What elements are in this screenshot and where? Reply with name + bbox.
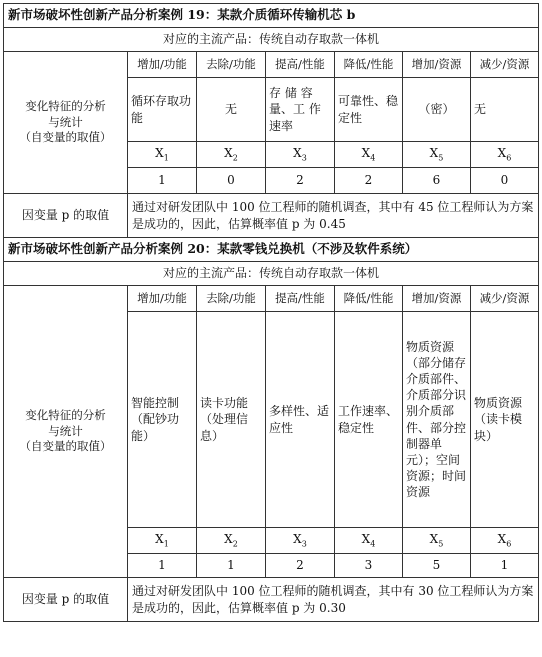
variable-subscript: 3 (301, 153, 307, 163)
column-header: 去除/功能 (197, 286, 266, 312)
main-product: 对应的主流产品：传统自动存取款一体机 (4, 262, 539, 286)
feature-cell: 读卡功能（处理信息） (197, 312, 266, 528)
variable-value: 5 (403, 554, 471, 578)
feature-cell: 物质资源（读卡模块） (471, 312, 539, 528)
variable-cell (197, 528, 266, 554)
column-header: 增加/资源 (403, 52, 471, 78)
column-header: 增加/资源 (403, 286, 471, 312)
variable-cell (403, 142, 471, 168)
variable-name: X (429, 531, 439, 546)
variable-subscript: 1 (163, 153, 169, 163)
variable-name: X (293, 531, 302, 546)
case-title: 新市场破坏性创新产品分析案例 20：某款零钱兑换机（不涉及软件系统） (4, 238, 539, 262)
feature-cell: 可靠性、稳定性 (335, 78, 403, 142)
column-header: 减少/资源 (471, 286, 539, 312)
feature-label-line: 变化特征的分析 (25, 99, 106, 114)
variable-subscript: 5 (438, 539, 444, 549)
feature-label-line: （自变量的取值） (19, 130, 112, 145)
column-header: 去除/功能 (197, 52, 266, 78)
variable-name: X (497, 145, 507, 160)
feature-cell: 工作速率、稳定性 (335, 312, 403, 528)
variable-name: X (293, 145, 302, 160)
column-header: 提高/性能 (266, 52, 335, 78)
column-header: 提高/性能 (266, 286, 335, 312)
dependent-label: 因变量 p 的取值 (4, 578, 128, 622)
feature-cell: 无 (471, 78, 539, 142)
variable-subscript: 1 (163, 539, 169, 549)
column-header: 降低/性能 (335, 52, 403, 78)
feature-label-line: （自变量的取值） (19, 439, 112, 454)
feature-label-line: 与统计 (48, 423, 83, 438)
variable-cell (197, 142, 266, 168)
feature-cell: （密） (403, 78, 471, 142)
variable-subscript: 3 (301, 539, 307, 549)
variable-cell (128, 528, 197, 554)
feature-label (4, 52, 128, 194)
main-product: 对应的主流产品：传统自动存取款一体机 (4, 28, 539, 52)
variable-name: X (429, 145, 439, 160)
dependent-value-text: 通过对研发团队中 100 位工程师的随机调查，其中有 30 位工程师认为方案是成功的，因此，估算概率值 p 为 0.30 (128, 578, 539, 622)
variable-name: X (155, 145, 164, 160)
variable-value: 6 (403, 168, 471, 194)
variable-cell (335, 142, 403, 168)
variable-subscript: 4 (370, 539, 376, 549)
variable-value: 1 (128, 168, 197, 194)
variable-name: X (361, 145, 371, 160)
variable-cell (128, 142, 197, 168)
column-header: 增加/功能 (128, 52, 197, 78)
variable-cell (471, 528, 539, 554)
variable-name: X (224, 531, 233, 546)
variable-cell (403, 528, 471, 554)
variable-value: 1 (128, 554, 197, 578)
variable-name: X (497, 531, 507, 546)
feature-cell: 多样性、适应性 (266, 312, 335, 528)
feature-cell: 物质资源（部分储存介质部件、介质部分识别介质部件、部分控制器单元）；空间资源；时间资源 (403, 312, 471, 528)
variable-value: 2 (266, 554, 335, 578)
variable-name: X (224, 145, 233, 160)
column-header: 增加/功能 (128, 286, 197, 312)
variable-value: 2 (266, 168, 335, 194)
feature-cell: 智能控制（配钞功能） (128, 312, 197, 528)
case-title: 新市场破坏性创新产品分析案例 19：某款介质循环传输机芯 b (4, 4, 539, 28)
analysis-table (3, 3, 539, 622)
variable-name: X (155, 531, 164, 546)
column-header: 减少/资源 (471, 52, 539, 78)
variable-value: 1 (197, 554, 266, 578)
feature-label (4, 286, 128, 578)
variable-value: 0 (197, 168, 266, 194)
variable-value: 3 (335, 554, 403, 578)
feature-label-line: 变化特征的分析 (25, 408, 106, 423)
variable-subscript: 6 (506, 153, 512, 163)
dependent-label: 因变量 p 的取值 (4, 194, 128, 238)
feature-label-line: 与统计 (48, 114, 83, 129)
dependent-value-text: 通过对研发团队中 100 位工程师的随机调查，其中有 45 位工程师认为方案是成功的，因此，估算概率值 p 为 0.45 (128, 194, 539, 238)
variable-cell (335, 528, 403, 554)
feature-cell: 循环存取功能 (128, 78, 197, 142)
variable-value: 1 (471, 554, 539, 578)
variable-cell (471, 142, 539, 168)
column-header: 降低/性能 (335, 286, 403, 312)
variable-cell (266, 528, 335, 554)
variable-subscript: 2 (232, 153, 238, 163)
feature-cell: 存 储 容量、工 作速率 (266, 78, 335, 142)
variable-subscript: 6 (506, 539, 512, 549)
variable-subscript: 2 (232, 539, 238, 549)
variable-value: 2 (335, 168, 403, 194)
variable-subscript: 5 (438, 153, 444, 163)
variable-name: X (361, 531, 371, 546)
variable-value: 0 (471, 168, 539, 194)
variable-subscript: 4 (370, 153, 376, 163)
feature-cell: 无 (197, 78, 266, 142)
variable-cell (266, 142, 335, 168)
